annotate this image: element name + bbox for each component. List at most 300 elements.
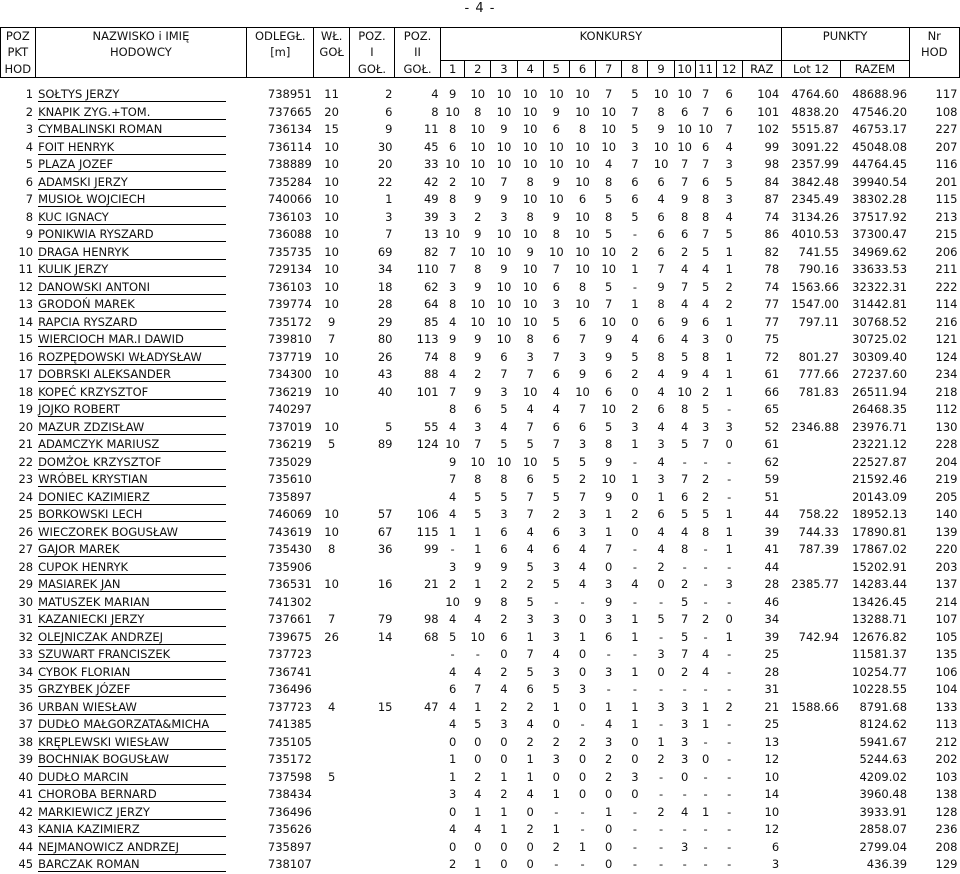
contest-cell: 3: [552, 297, 560, 311]
contest-cell: 8: [578, 279, 587, 294]
contest-cell: 10: [653, 87, 669, 101]
contest-cell: 5: [701, 244, 710, 259]
points-cell: 777.66: [798, 367, 839, 381]
contest-cell: 0: [578, 664, 587, 679]
contest-cell: 10: [575, 139, 590, 154]
pigeons-cell: [314, 839, 350, 857]
breeder-name-cell: [35, 839, 247, 857]
pigeons-cell: 10: [324, 174, 339, 189]
table-row: [1, 104, 960, 122]
contest-cell: 1: [725, 384, 733, 399]
contest-cell: -: [580, 594, 585, 609]
contest-cell: 3: [578, 437, 587, 451]
contest-cell: 10: [698, 122, 713, 136]
points-cell: 1563.66: [791, 279, 839, 294]
contest-cell: 3: [605, 612, 613, 626]
contest-cell: 0: [605, 857, 613, 871]
contest-cell: 6: [605, 629, 613, 644]
contest-cell: 10: [470, 174, 486, 189]
contest-cell: 5: [578, 454, 587, 469]
distance-cell: 739675: [267, 629, 312, 644]
contest-cell: -: [632, 227, 637, 241]
contest-cell: 5: [631, 122, 639, 136]
contest-cell: 7: [526, 489, 534, 504]
table-row: [1, 279, 960, 297]
contest-cell: 8: [701, 349, 710, 364]
position-cell: 37: [18, 717, 34, 731]
breeder-name: KNAPIK ZYG.+TOM.: [38, 106, 226, 120]
contest-cell: 4: [631, 332, 639, 346]
pigeons-cell: [314, 489, 350, 507]
contest-cell: 2: [526, 734, 534, 749]
contest-cell: -: [659, 839, 664, 854]
contest-cell: 4: [526, 542, 534, 556]
breeder-name-cell: [35, 664, 247, 682]
breeder-number-cell: 133: [935, 699, 958, 714]
breeder-number-cell: 205: [935, 489, 958, 504]
position-pigeon-cell: 7: [385, 227, 393, 241]
distance-cell: 736531: [267, 577, 312, 591]
contest-cell: 3: [725, 577, 733, 591]
contest-cell: 8: [448, 349, 457, 364]
contest-total-cell: 14: [764, 787, 780, 801]
points-cell: [781, 611, 841, 629]
contest-cell: 0: [526, 857, 534, 871]
contest-cell: 4: [578, 577, 587, 591]
breeder-number-cell: 208: [935, 839, 958, 854]
contest-cell: 1: [631, 472, 639, 486]
points-cell: 5515.87: [791, 122, 839, 136]
contest-cell: 5: [526, 559, 534, 574]
contest-cell: 8: [474, 104, 482, 119]
contest-cell: 3: [552, 664, 560, 679]
header-hod2: HOD: [909, 44, 959, 78]
contest-cell: 10: [496, 104, 512, 119]
points-cell: 3091.22: [791, 139, 839, 154]
position-pigeon-cell: 74: [423, 349, 439, 364]
header-konkurs-9: 9: [648, 61, 674, 78]
contest-cell: 6: [448, 682, 457, 696]
position-cell: 24: [18, 489, 34, 504]
points-cell: 22527.87: [852, 454, 908, 469]
contest-cell: 1: [725, 507, 733, 521]
table-row: [1, 856, 960, 874]
distance-cell: 736496: [267, 682, 312, 696]
position-cell: 29: [18, 577, 34, 591]
points-cell: 17867.02: [852, 542, 908, 556]
position-pigeon-cell: 16: [377, 577, 393, 591]
breeder-number-cell: 107: [935, 612, 958, 626]
contest-total-cell: 87: [764, 192, 780, 206]
points-cell: 37300.47: [852, 227, 908, 241]
contest-cell: 4: [701, 664, 710, 679]
position-pigeon-cell: [349, 454, 394, 472]
contest-cell: -: [703, 629, 708, 644]
contest-cell: 10: [522, 454, 538, 469]
contest-cell: 6: [605, 384, 613, 399]
contest-cell: -: [703, 559, 708, 574]
pigeons-cell: [314, 594, 350, 612]
distance-cell: 735626: [267, 822, 312, 836]
contest-cell: 0: [500, 647, 508, 661]
breeder-name-cell: [35, 821, 247, 839]
contest-cell: 4: [500, 419, 508, 434]
pigeons-cell: 15: [324, 122, 339, 136]
position-cell: 6: [25, 174, 34, 189]
contest-cell: 3: [680, 734, 689, 749]
position-cell: 33: [18, 647, 34, 661]
points-cell: 46753.17: [852, 122, 908, 136]
contest-cell: 0: [605, 822, 613, 836]
contest-cell: 0: [631, 524, 639, 539]
pigeons-cell: [314, 716, 350, 734]
breeder-name-cell: [35, 191, 247, 209]
contest-cell: 1: [578, 839, 587, 854]
contest-cell: 10: [496, 314, 512, 329]
contest-cell: 1: [474, 577, 482, 591]
table-row: [1, 261, 960, 279]
points-cell: 23221.12: [852, 437, 908, 451]
position-cell: 31: [18, 612, 34, 626]
contest-cell: 5: [474, 507, 482, 521]
contest-cell: 10: [549, 157, 564, 171]
contest-cell: 3: [701, 419, 710, 434]
contest-cell: 3: [552, 629, 560, 644]
contest-cell: 5: [631, 87, 639, 101]
contest-cell: 1: [701, 804, 710, 819]
header-konkurs-10: 10: [674, 61, 695, 78]
table-row: [1, 489, 960, 507]
distance-cell: 740066: [267, 192, 312, 206]
pigeons-cell: [314, 856, 350, 874]
contest-cell: 9: [500, 122, 508, 136]
distance-cell: 736496: [267, 804, 312, 819]
contest-cell: 4: [680, 419, 689, 434]
contest-cell: 1: [725, 524, 733, 539]
contest-cell: -: [727, 804, 732, 819]
contest-cell: -: [703, 454, 708, 469]
contest-cell: 3: [526, 612, 534, 626]
position-pigeon-cell: 33: [423, 157, 439, 171]
contest-total-cell: 28: [764, 664, 780, 679]
contest-cell: 3: [552, 752, 560, 766]
breeder-name: CHOROBA BERNARD: [38, 788, 226, 802]
contest-cell: 2: [631, 367, 639, 381]
points-cell: 12676.82: [852, 629, 908, 644]
contest-cell: 4: [448, 822, 457, 836]
contest-cell: 3: [725, 192, 733, 206]
contest-cell: -: [703, 594, 708, 609]
breeder-name: BARCZAK ROMAN: [38, 858, 226, 872]
contest-cell: 0: [448, 839, 457, 854]
contest-cell: 8: [657, 104, 665, 119]
contest-cell: 1: [657, 489, 665, 504]
breeder-name: GRODOŃ MAREK: [38, 298, 226, 312]
points-cell: 4838.20: [791, 104, 839, 119]
contest-cell: 10: [496, 244, 512, 259]
distance-cell: 736219: [267, 384, 312, 399]
position-pigeon-cell: 22: [377, 174, 393, 189]
contest-cell: -: [450, 647, 455, 661]
contest-cell: 6: [500, 629, 508, 644]
contest-cell: 10: [677, 122, 692, 136]
breeder-name-cell: [35, 78, 247, 104]
distance-cell: 739774: [267, 297, 312, 311]
position-pigeon-cell: [349, 471, 394, 489]
breeder-number-cell: 114: [935, 297, 958, 311]
contest-cell: 5: [701, 279, 710, 294]
position-cell: 38: [18, 734, 34, 749]
breeder-name-cell: [35, 331, 247, 349]
position-pigeon-cell: 21: [423, 577, 439, 591]
breeder-number-cell: 115: [935, 192, 958, 206]
contest-cell: 1: [448, 524, 457, 539]
header-wl: WŁ.: [314, 28, 350, 45]
contest-cell: 0: [631, 734, 639, 749]
breeder-number-cell: 121: [935, 332, 958, 346]
position-pigeon-cell: [349, 786, 394, 804]
breeder-name-cell: [35, 366, 247, 384]
position-pigeon-cell: [394, 734, 440, 752]
contest-cell: 6: [552, 122, 560, 136]
contest-cell: 2: [631, 244, 639, 259]
position-pigeon-cell: 98: [423, 612, 439, 626]
position-cell: 25: [18, 507, 34, 521]
breeder-name: SOŁTYS JERZY: [38, 88, 226, 102]
position-pigeon-cell: [349, 716, 394, 734]
table-row: [1, 296, 960, 314]
contest-total-cell: 59: [764, 472, 780, 486]
header-konkurs-11: 11: [695, 61, 716, 78]
contest-cell: 10: [470, 314, 486, 329]
points-cell: 3842.48: [791, 174, 839, 189]
contest-cell: 5: [500, 437, 508, 451]
contest-cell: 4: [448, 612, 457, 626]
contest-cell: 0: [448, 734, 457, 749]
breeder-name-cell: [35, 594, 247, 612]
contest-cell: 9: [474, 559, 482, 574]
breeder-name-cell: [35, 471, 247, 489]
contest-cell: 2: [680, 664, 689, 679]
points-cell: 2357.99: [791, 157, 839, 171]
contest-cell: -: [682, 559, 687, 574]
contest-cell: 7: [701, 87, 710, 101]
contest-cell: 7: [448, 472, 457, 486]
position-pigeon-cell: 80: [377, 332, 393, 346]
contest-cell: 5: [605, 279, 613, 294]
contest-cell: 6: [725, 104, 733, 119]
breeder-name-cell: [35, 156, 247, 174]
table-row: [1, 419, 960, 437]
contest-total-cell: 31: [764, 682, 780, 696]
breeder-name-cell: [35, 174, 247, 192]
contest-total-cell: 77: [764, 297, 780, 311]
contest-cell: 0: [657, 577, 665, 591]
breeder-number-cell: 117: [935, 87, 958, 101]
breeder-number-cell: 128: [935, 804, 958, 819]
header-unit-m: [m]: [247, 44, 314, 61]
points-cell: 14283.44: [852, 577, 908, 591]
pigeons-cell: [314, 646, 350, 664]
contest-cell: 1: [725, 314, 733, 329]
contest-cell: 5: [448, 629, 457, 644]
breeder-name-cell: [35, 804, 247, 822]
table-row: [1, 139, 960, 157]
points-cell: 23976.71: [852, 419, 908, 434]
contest-cell: 4: [448, 489, 457, 504]
distance-cell: 735172: [267, 752, 312, 766]
contest-total-cell: 61: [764, 367, 780, 381]
table-row: [1, 821, 960, 839]
contest-cell: 8: [474, 472, 482, 486]
contest-cell: 10: [522, 122, 538, 136]
points-cell: [781, 594, 841, 612]
breeder-number-cell: 106: [935, 664, 958, 679]
position-pigeon-cell: [394, 559, 440, 577]
contest-total-cell: 104: [757, 87, 780, 101]
contest-cell: 2: [657, 804, 665, 819]
breeder-number-cell: 207: [935, 139, 958, 154]
pigeons-cell: [314, 751, 350, 769]
position-pigeon-cell: 6: [385, 104, 393, 119]
distance-cell: 735735: [267, 244, 312, 259]
contest-cell: 4: [578, 542, 587, 556]
contest-cell: -: [727, 489, 732, 504]
contest-cell: 3: [578, 682, 587, 696]
position-pigeon-cell: [394, 786, 440, 804]
position-cell: 9: [25, 227, 34, 241]
contest-cell: 7: [526, 647, 534, 661]
contest-cell: -: [659, 822, 664, 836]
points-cell: 26468.35: [852, 402, 908, 416]
contest-cell: 4: [631, 577, 639, 591]
position-pigeon-cell: 49: [423, 192, 439, 206]
distance-cell: 738107: [267, 857, 312, 871]
position-pigeon-cell: 115: [416, 524, 439, 539]
contest-cell: 2: [500, 577, 508, 591]
contest-cell: 6: [552, 279, 560, 294]
points-cell: 8791.68: [859, 699, 908, 714]
contest-cell: -: [727, 839, 732, 854]
position-pigeon-cell: 64: [423, 297, 439, 311]
contest-cell: 10: [575, 87, 590, 101]
contest-cell: 7: [578, 332, 587, 346]
table-row: [1, 559, 960, 577]
breeder-name: NEJMANOWICZ ANDRZEJ: [38, 841, 226, 855]
contest-cell: 2: [500, 699, 508, 714]
contest-cell: 0: [578, 612, 587, 626]
contest-cell: 7: [474, 682, 482, 696]
contest-cell: 1: [631, 437, 639, 451]
breeder-name: WIERCIOCH MAR.I DAWID: [38, 333, 226, 347]
points-cell: [781, 769, 841, 787]
contest-total-cell: 72: [764, 349, 780, 364]
pigeons-cell: 7: [327, 332, 336, 346]
breeder-name: URBAN WIESŁAW: [38, 701, 226, 715]
contest-cell: 7: [578, 489, 587, 504]
breeder-number-cell: 104: [935, 682, 958, 696]
contest-cell: 10: [522, 384, 538, 399]
contest-cell: 4: [657, 419, 665, 434]
contest-cell: 1: [631, 664, 639, 679]
header-hodowcy: HODOWCY: [35, 44, 247, 61]
contest-cell: 1: [725, 542, 733, 556]
contest-cell: -: [703, 542, 708, 556]
pigeons-cell: 10: [324, 367, 339, 381]
points-cell: 34969.62: [852, 244, 908, 259]
contest-total-cell: 77: [764, 314, 780, 329]
points-cell: 11581.37: [852, 647, 908, 661]
pigeons-cell: 20: [324, 104, 339, 119]
contest-cell: 5: [631, 349, 639, 364]
contest-cell: 7: [448, 244, 457, 259]
contest-cell: 6: [680, 104, 689, 119]
contest-cell: 6: [526, 682, 534, 696]
breeder-number-cell: 108: [935, 104, 958, 119]
contest-cell: 7: [448, 384, 457, 399]
position-pigeon-cell: [349, 769, 394, 787]
breeder-name-cell: [35, 856, 247, 874]
contest-cell: 2: [701, 472, 710, 486]
contest-cell: 1: [552, 787, 560, 801]
position-pigeon-cell: [349, 664, 394, 682]
header-wl-gol: GOŁ: [314, 44, 350, 61]
breeder-name: BORKOWSKI LECH: [38, 508, 226, 522]
position-cell: 16: [18, 349, 34, 364]
header-razem: RAZEM: [841, 61, 909, 78]
contest-cell: 6: [552, 542, 560, 556]
header-spacer: [35, 61, 247, 78]
contest-cell: 5: [680, 437, 689, 451]
table-row: [1, 839, 960, 857]
header-spacer: [781, 44, 909, 61]
points-cell: [781, 454, 841, 472]
contest-cell: 5: [552, 454, 560, 469]
contest-cell: 10: [549, 139, 564, 154]
contest-cell: 0: [701, 752, 710, 766]
pigeons-cell: [314, 401, 350, 419]
table-row: [1, 734, 960, 752]
contest-cell: 3: [448, 787, 457, 801]
contest-cell: 1: [725, 244, 733, 259]
breeder-name-cell: [35, 786, 247, 804]
contest-cell: 10: [549, 244, 564, 259]
position-pigeon-cell: 20: [377, 157, 393, 171]
contest-cell: 7: [631, 157, 639, 171]
contest-cell: 10: [470, 122, 486, 136]
table-row: [1, 454, 960, 472]
position-cell: 20: [18, 419, 34, 434]
points-cell: [781, 331, 841, 349]
contest-cell: 9: [500, 559, 508, 574]
contest-cell: -: [580, 857, 585, 871]
breeder-name-cell: [35, 454, 247, 472]
contest-cell: 2: [526, 699, 534, 714]
pigeons-cell: [314, 454, 350, 472]
contest-cell: 2: [657, 559, 665, 574]
contest-cell: 7: [526, 507, 534, 521]
header-konkurs-4: 4: [517, 61, 543, 78]
contest-cell: 10: [677, 87, 692, 101]
contest-cell: -: [727, 664, 732, 679]
contest-cell: 7: [701, 104, 710, 119]
contest-cell: 0: [725, 612, 733, 626]
position-pigeon-cell: 99: [423, 542, 439, 556]
position-cell: 42: [18, 804, 34, 819]
breeder-name-cell: [35, 104, 247, 122]
contest-cell: 6: [552, 367, 560, 381]
contest-cell: 6: [526, 472, 534, 486]
